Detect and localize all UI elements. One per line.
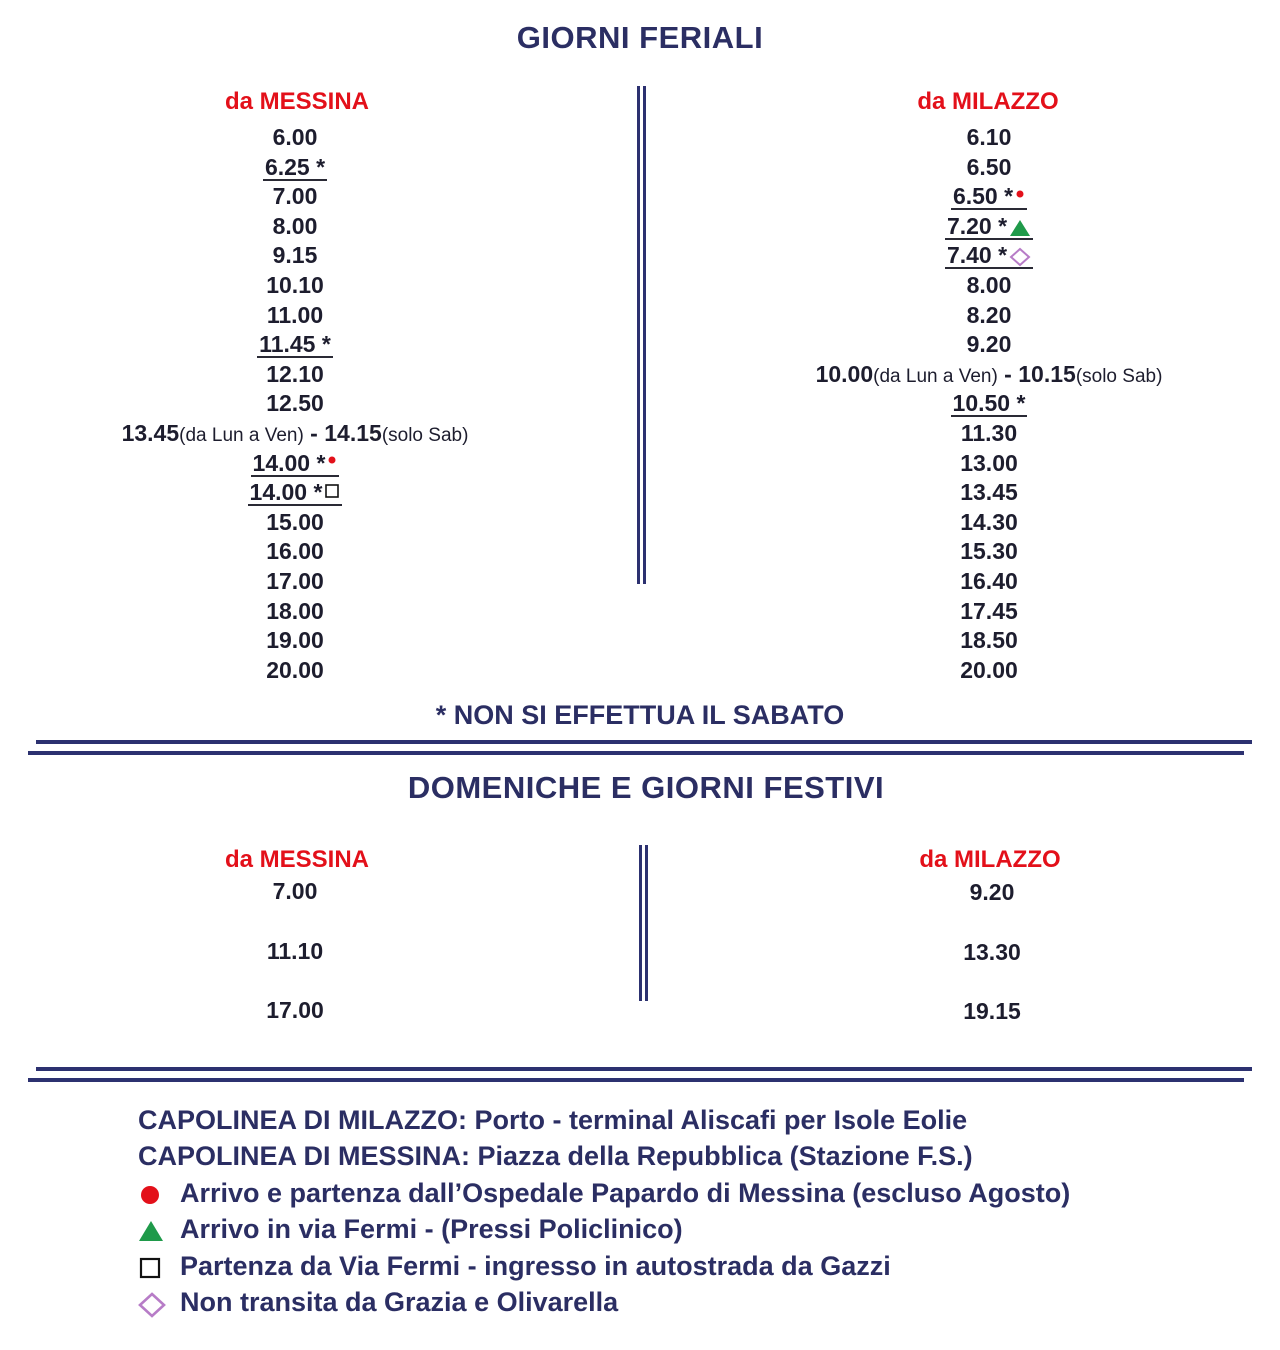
time-value: 6.10 [966, 124, 1012, 150]
holiday-title: DOMENICHE E GIORNI FESTIVI [407, 770, 885, 805]
departure-time: 13.30 [963, 938, 1021, 965]
time-text [266, 656, 324, 686]
legend-item-red-dot [138, 1175, 1070, 1211]
time-text [960, 626, 1018, 656]
time-text: 14.15 [324, 419, 382, 446]
departure-time [0, 360, 595, 390]
section-divider-line [36, 740, 1252, 744]
section-divider-line [28, 751, 1244, 755]
departure-time [0, 419, 595, 449]
departure-time [689, 478, 1280, 508]
time-text [266, 567, 324, 597]
time-text [945, 243, 1033, 269]
holiday-milazzo-times [692, 879, 1280, 1058]
departure-time [689, 182, 1280, 212]
time-value: 9.20 [966, 331, 1012, 358]
departure-time: 7.00 [272, 878, 318, 904]
departure-time [689, 241, 1280, 271]
legend-terminus-messina: CAPOLINEA DI MESSINA: Piazza della Repubblica (Stazione F.S.) [138, 1141, 973, 1172]
departure-time [0, 508, 595, 538]
day-qualifier: (da Lun a Ven) [179, 424, 304, 446]
weekday-title: GIORNI FERIALI [516, 20, 764, 55]
time-text: 13.45 [121, 419, 180, 446]
holiday-milazzo-heading: da MILAZZO [919, 846, 1061, 873]
departure-time [689, 330, 1280, 360]
time-text [266, 626, 324, 656]
time-text [967, 301, 1012, 331]
time-text [273, 212, 318, 242]
red-dot-icon [327, 454, 337, 474]
legend [138, 1102, 1070, 1320]
time-value: 6.25 * [264, 153, 326, 180]
time-value: 16.40 [960, 567, 1018, 594]
time-value: 6.50 [966, 153, 1012, 180]
time-value: 14.30 [960, 508, 1018, 535]
departure-time [689, 419, 1280, 449]
time-text [263, 155, 327, 181]
time-value: 12.50 [266, 390, 324, 417]
time-text: 10.15 [1018, 360, 1076, 387]
time-text [960, 656, 1018, 686]
time-value: 14.00 * [252, 449, 326, 476]
time-text [951, 184, 1027, 210]
time-value: 10.10 [266, 271, 324, 298]
time-value: 15.30 [960, 538, 1018, 565]
weekday-messina-times [0, 123, 595, 685]
departure-time: 11.10 [266, 937, 324, 964]
weekday-milazzo-times [689, 123, 1280, 685]
departure-time [0, 330, 595, 360]
time-text [267, 301, 323, 331]
time-value: 7.00 [272, 183, 318, 210]
departure-time [0, 656, 595, 686]
diamond-icon-shape [1011, 249, 1029, 265]
time-text [266, 508, 324, 538]
legend-label: Partenza da Via Fermi - ingresso in autostrada da Gazzi [180, 1250, 891, 1281]
time-text [266, 597, 324, 627]
holiday-column-divider [639, 845, 648, 1001]
time-text: 10.00 [815, 360, 874, 387]
departure-time [0, 301, 595, 331]
time-text [945, 214, 1033, 240]
departure-time [0, 271, 595, 301]
time-value: 20.00 [960, 656, 1018, 683]
time-text [967, 153, 1012, 183]
time-value: 11.45 * [259, 331, 331, 358]
section-divider-line [36, 1067, 1252, 1071]
time-text [266, 271, 324, 301]
day-qualifier: (solo Sab) [381, 424, 469, 446]
time-value: 15.00 [266, 508, 324, 535]
time-text [960, 449, 1018, 479]
time-text [967, 330, 1012, 360]
time-value: 6.00 [272, 124, 318, 150]
time-value: 7.40 * [946, 242, 1008, 269]
legend-item-diamond [138, 1284, 1070, 1320]
time-value: 17.45 [960, 597, 1018, 624]
departure-time [689, 449, 1280, 479]
departure-time [0, 389, 595, 419]
departure-time [0, 182, 595, 212]
time-value: 11.30 [960, 419, 1018, 446]
time-value: 9.15 [272, 242, 318, 269]
departure-time [689, 301, 1280, 331]
legend-label: Arrivo in via Fermi - (Pressi Policlinico) [180, 1214, 683, 1245]
departure-time: 17.00 [266, 997, 324, 1023]
holiday-messina-heading: da MESSINA [224, 846, 370, 873]
departure-time [0, 241, 595, 271]
time-text [960, 478, 1018, 508]
holiday-messina-times [0, 878, 595, 1057]
time-value: 14.00 * [249, 479, 323, 506]
time-text [273, 241, 318, 271]
weekday-messina-heading: da MESSINA [224, 88, 370, 115]
square-icon [138, 1256, 162, 1280]
time-text [257, 332, 333, 358]
time-value: 13.45 [960, 479, 1018, 506]
time-value: 7.20 * [946, 212, 1008, 239]
time-value: 18.00 [266, 597, 324, 624]
time-value: 8.00 [272, 212, 318, 239]
time-text: - [997, 360, 1019, 387]
time-text: - [303, 419, 325, 446]
departure-time [0, 597, 595, 627]
departure-time [689, 212, 1280, 242]
time-value: 18.50 [960, 627, 1018, 654]
departure-time [689, 360, 1280, 390]
time-text [266, 389, 324, 419]
time-text [273, 123, 318, 153]
departure-time: 19.15 [963, 998, 1021, 1024]
red-dot-icon-shape [1017, 191, 1024, 198]
time-text [266, 537, 324, 567]
departure-time [0, 153, 595, 183]
departure-time [0, 478, 595, 508]
weekday-column-divider [637, 86, 646, 584]
time-value: 12.10 [266, 360, 324, 387]
legend-item-square [138, 1248, 1070, 1284]
time-value: 17.00 [266, 567, 324, 594]
time-text [248, 480, 343, 506]
time-text [960, 567, 1018, 597]
time-text [967, 271, 1012, 301]
diamond-icon [138, 1292, 166, 1318]
green-triangle-icon-shape [1010, 220, 1030, 236]
departure-time [689, 271, 1280, 301]
day-qualifier: (da Lun a Ven) [873, 365, 998, 387]
square-icon [324, 484, 340, 504]
departure-time [0, 626, 595, 656]
departure-time [0, 537, 595, 567]
departure-time [689, 567, 1280, 597]
legend-item-green-triangle [138, 1211, 1070, 1247]
time-text [273, 182, 318, 212]
time-text [960, 508, 1018, 538]
time-text [960, 597, 1018, 627]
departure-time: 9.20 [969, 879, 1015, 905]
departure-time [689, 656, 1280, 686]
section-divider-line [28, 1078, 1244, 1082]
departure-time [0, 212, 595, 242]
time-value: 10.50 * [952, 390, 1026, 417]
departure-time [689, 597, 1280, 627]
legend-label: Non transita da Grazia e Olivarella [180, 1286, 619, 1317]
green-triangle-icon [1009, 218, 1031, 238]
green-triangle-icon [138, 1219, 164, 1243]
red-dot-icon-shape [329, 457, 336, 464]
legend-terminus-milazzo: CAPOLINEA DI MILAZZO: Porto - terminal Aliscafi per Isole Eolie [138, 1105, 968, 1135]
time-value: 13.00 [960, 449, 1018, 476]
red-dot-icon [138, 1183, 162, 1207]
departure-time [689, 389, 1280, 419]
time-value: 16.00 [266, 538, 324, 565]
weekday-milazzo-heading: da MILAZZO [917, 88, 1059, 115]
time-text [961, 419, 1017, 449]
departure-time [0, 123, 595, 153]
departure-time [689, 123, 1280, 153]
saturday-note: * NON SI EFFETTUA IL SABATO [435, 700, 845, 730]
square-icon-shape [326, 485, 338, 497]
time-value: 20.00 [266, 656, 324, 683]
departure-time [689, 537, 1280, 567]
time-text [951, 391, 1028, 417]
diamond-icon [1009, 247, 1031, 267]
time-value: 8.00 [966, 271, 1012, 298]
departure-time [0, 567, 595, 597]
time-text [266, 360, 324, 390]
time-text [960, 537, 1018, 567]
departure-time [689, 626, 1280, 656]
day-qualifier: (solo Sab) [1075, 365, 1163, 387]
departure-time [689, 153, 1280, 183]
departure-time [689, 508, 1280, 538]
legend-label: Arrivo e partenza dall’Ospedale Papardo di Messina (escluso Agosto) [180, 1177, 1071, 1208]
time-value: 19.00 [266, 627, 324, 654]
time-value: 6.50 * [952, 183, 1014, 210]
time-text [967, 123, 1012, 153]
departure-time [0, 449, 595, 479]
time-text [251, 451, 340, 477]
red-dot-icon [1015, 188, 1025, 208]
time-value: 8.20 [966, 301, 1012, 328]
time-value: 11.00 [266, 301, 324, 328]
